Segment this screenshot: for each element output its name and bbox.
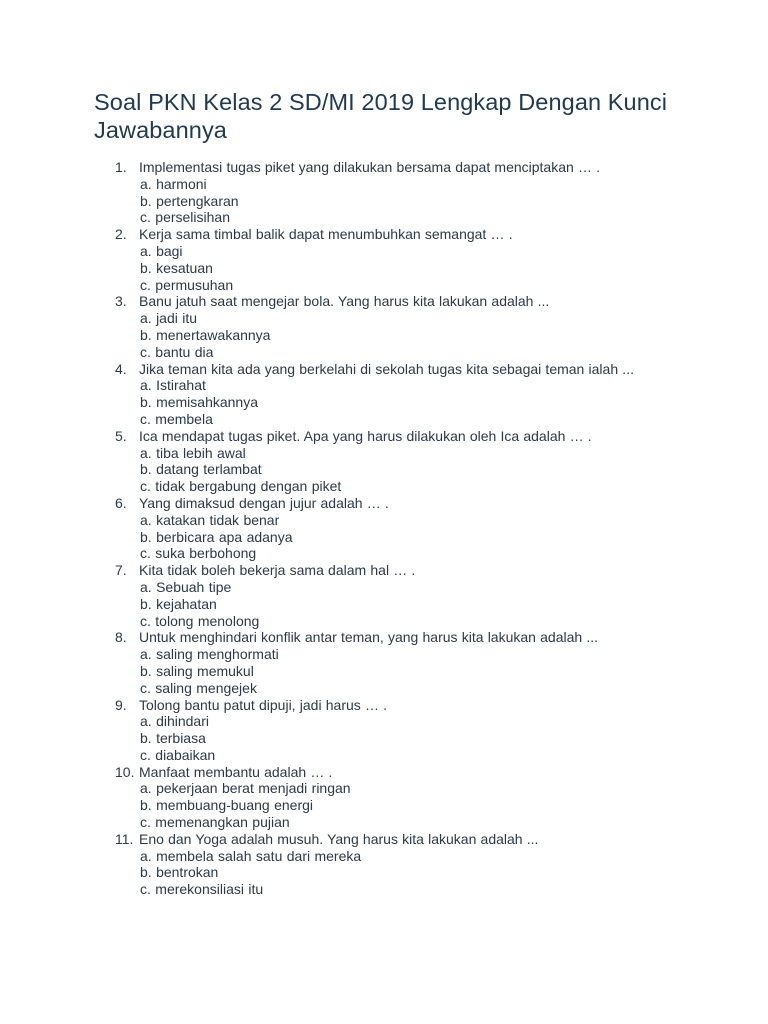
answer-option: a. jadi itu (140, 310, 198, 327)
answer-option: a. katakan tidak benar (140, 511, 280, 528)
question-item (0, 629, 768, 696)
answer-option: c. diabaikan (140, 746, 216, 763)
question-text: Kita tidak boleh bekerja sama dalam hal … . (139, 562, 416, 579)
answer-option: b. bentrokan (140, 864, 219, 881)
answer-option: a. Sebuah tipe (140, 578, 232, 595)
answer-option: b. kejahatan (140, 595, 217, 612)
answer-option: a. dihindari (140, 713, 209, 730)
answer-option: c. merekonsiliasi itu (140, 881, 264, 898)
question-list (0, 159, 768, 898)
question-number: 11. (115, 830, 134, 847)
answer-option: a. harmoni (140, 175, 207, 192)
question-number: 6. (115, 494, 127, 511)
question-text: Untuk menghindari konflik antar teman, yang harus kita lakukan adalah ... (139, 629, 599, 646)
question-text: Tolong bantu patut dipuji, jadi harus … . (139, 696, 388, 713)
question-number: 7. (115, 562, 127, 579)
answer-option: c. bantu dia (140, 343, 214, 360)
answer-option: c. saling mengejek (140, 679, 257, 696)
answer-option: a. membela salah satu dari mereka (140, 847, 362, 864)
page-title: Soal PKN Kelas 2 SD/MI 2019 Lengkap Dengan Kunci Jawabannya (94, 89, 668, 143)
question-item (0, 428, 768, 495)
answer-option: b. datang terlambat (140, 461, 262, 478)
answer-option: a. saling menghormati (140, 646, 279, 663)
question-item (0, 831, 768, 898)
question-item (0, 495, 768, 562)
answer-option: a. tiba lebih awal (140, 444, 246, 461)
question-number: 4. (115, 360, 127, 377)
question-item (0, 697, 768, 764)
question-text: Jika teman kita ada yang berkelahi di sekolah tugas kita sebagai teman ialah ... (139, 360, 634, 377)
question-item (0, 226, 768, 293)
question-item (0, 293, 768, 360)
answer-option: b. berbicara apa adanya (140, 528, 293, 545)
question-number: 8. (115, 629, 127, 646)
answer-option: c. membela (140, 410, 213, 427)
answer-option: b. pertengkaran (140, 192, 239, 209)
answer-option: c. suka berbohong (140, 545, 257, 562)
question-item (0, 361, 768, 428)
question-text: Yang dimaksud dengan jujur adalah … . (139, 494, 389, 511)
question-number: 1. (115, 159, 127, 175)
answer-option: c. memenangkan pujian (140, 814, 290, 831)
question-text: Kerja sama timbal balik dapat menumbuhkan semangat … . (139, 226, 513, 243)
answer-option: c. tolong menolong (140, 612, 260, 629)
question-text: Manfaat membantu adalah … . (139, 763, 333, 780)
answer-option: b. membuang-buang energi (140, 797, 314, 814)
question-text: Banu jatuh saat mengejar bola. Yang harus kita lakukan adalah ... (139, 293, 550, 310)
answer-option: b. terbiasa (140, 730, 206, 747)
question-number: 10. (115, 763, 135, 780)
answer-option: b. kesatuan (140, 259, 213, 276)
question-item (0, 562, 768, 629)
question-number: 9. (115, 696, 127, 713)
question-item (0, 764, 768, 831)
question-number: 5. (115, 427, 127, 444)
answer-option: a. Istirahat (140, 377, 206, 394)
question-number: 3. (115, 293, 127, 310)
question-text: Eno dan Yoga adalah musuh. Yang harus kita lakukan adalah ... (139, 830, 539, 847)
answer-option: a. pekerjaan berat menjadi ringan (140, 780, 351, 797)
answer-option: c. perselisihan (140, 209, 230, 226)
answer-option: c. permusuhan (140, 276, 234, 293)
answer-option: a. bagi (140, 242, 183, 259)
answer-option: c. tidak bergabung dengan piket (140, 478, 342, 495)
question-text: Implementasi tugas piket yang dilakukan bersama dapat menciptakan … . (139, 159, 601, 175)
answer-option: b. memisahkannya (140, 394, 259, 411)
question-number: 2. (115, 226, 127, 243)
question-item (0, 159, 768, 226)
answer-option: b. saling memukul (140, 662, 254, 679)
question-text: Ica mendapat tugas piket. Apa yang harus dilakukan oleh Ica adalah … . (139, 427, 592, 444)
answer-option: b. menertawakannya (140, 326, 271, 343)
